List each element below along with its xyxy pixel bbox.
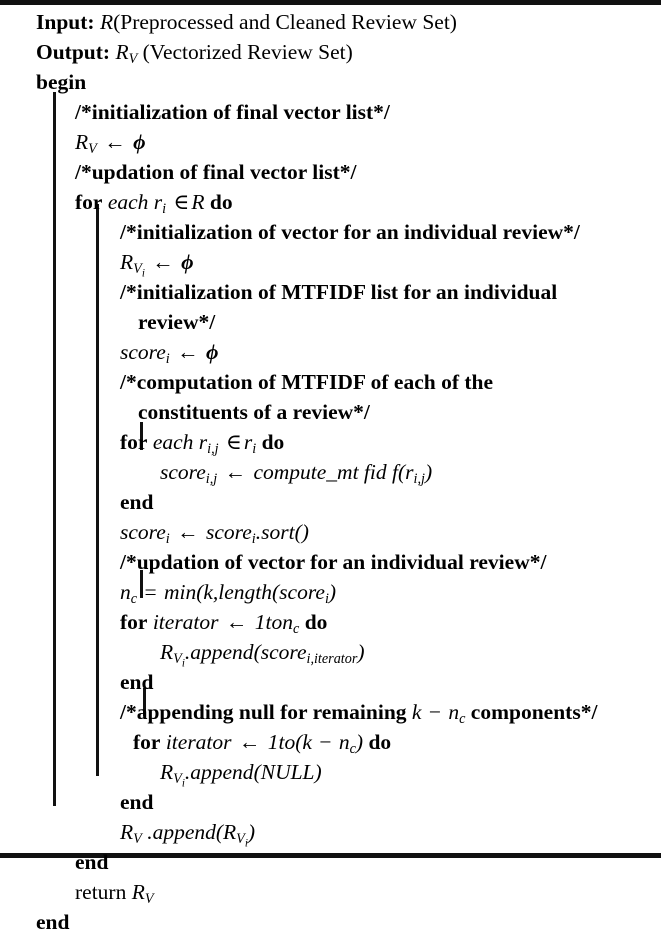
comment-text-part2: components*/ — [465, 700, 598, 724]
end-keyword: end — [75, 850, 109, 874]
review-symbol: $r_i$ — [243, 430, 257, 457]
score-symbol: score$_i$ — [120, 340, 170, 367]
iterator-symbol: iterator — [152, 610, 219, 634]
statement-compute-nc — [0, 577, 661, 607]
statement-append-rvi-to-rv — [0, 817, 661, 850]
comment-append-null — [0, 697, 661, 727]
comment-text: /*initialization of vector for an individual review*/ — [120, 220, 580, 244]
output-label: Output: — [36, 40, 111, 64]
comment-init-individual-vector — [0, 217, 661, 247]
end-keyword: end — [120, 670, 154, 694]
append-arg: (score$_{i,iterator}$) — [253, 640, 365, 667]
range-end: $n_c$ — [282, 610, 300, 637]
statement-init-rvi — [0, 247, 661, 280]
do-keyword: do — [209, 190, 233, 214]
output-symbol: $R_V$ — [115, 40, 138, 67]
phi-symbol: ϕ — [181, 250, 194, 274]
comment-update-individual-vector — [0, 547, 661, 577]
iterator-symbol: iterator — [165, 730, 232, 754]
for-iterator-nc-header — [0, 607, 661, 637]
comment-text-part1: /*appending null for remaining — [120, 700, 412, 724]
comment-compute-mtfidf-line1 — [0, 367, 661, 397]
range-start: 1 — [267, 730, 279, 754]
statement-append-null — [0, 757, 661, 790]
figure-top-rule — [0, 0, 661, 5]
rvi-symbol: $R_{V_i}$ — [120, 250, 145, 280]
for-iterator-null-header — [0, 727, 661, 757]
comment-init-mtfidf-list-line1 — [0, 277, 661, 307]
statement-compute-mtfidf — [0, 457, 661, 487]
range-end: $(k - n_c)$ — [295, 730, 364, 757]
do-keyword: do — [368, 730, 392, 754]
end-keyword: end — [36, 910, 70, 934]
input-description: (Preprocessed and Cleaned Review Set) — [113, 10, 457, 34]
statement-sort-score — [0, 517, 661, 547]
to-keyword: to — [278, 730, 296, 754]
min-call: min(k,length(score$_i$) — [163, 580, 337, 607]
statement-append-score — [0, 637, 661, 670]
assign-symbol: ← — [224, 460, 247, 484]
do-keyword: do — [261, 430, 285, 454]
end-keyword: end — [120, 790, 154, 814]
begin-keyword: begin — [36, 70, 87, 94]
for-each-token-header — [0, 427, 661, 457]
nc-symbol: $n_c$ — [120, 580, 138, 607]
score-sort-call: score$_i$.sort — [205, 520, 295, 547]
algorithm-output-line — [0, 37, 661, 67]
comment-text: constituents of a review*/ — [138, 400, 370, 424]
for-keyword: for — [120, 610, 148, 634]
append-null-arg: (NULL) — [253, 760, 322, 784]
input-label: Input: — [36, 10, 95, 34]
phi-symbol: ϕ — [205, 340, 219, 364]
rvi-symbol: $R_{V_i}.append$ — [160, 760, 254, 790]
comment-text: /*updation of final vector list*/ — [75, 160, 357, 184]
comment-text: /*updation of vector for an individual review*/ — [120, 550, 547, 574]
comment-text: review*/ — [138, 310, 216, 334]
comment-update-final-vector-list — [0, 157, 661, 187]
end-for-each-review — [0, 847, 661, 877]
assign-symbol: ← — [177, 340, 199, 364]
statement-return — [0, 877, 661, 907]
rvi-symbol: $R_{V_i}.append$ — [160, 640, 254, 670]
comment-init-final-vector-list — [0, 97, 661, 127]
for-each-review-header — [0, 187, 661, 217]
compute-mtfidf-call: compute_mt fid f — [253, 460, 398, 484]
range-start: 1 — [254, 610, 266, 634]
sort-parens: () — [294, 520, 309, 544]
k-minus-nc-symbol: $k - n_c$ — [411, 700, 466, 727]
return-keyword: return — [75, 880, 127, 904]
assign-symbol: ← — [104, 130, 126, 154]
statement-init-score — [0, 337, 661, 367]
rv-symbol: $R_V$ .append — [120, 820, 216, 847]
end-for-each-token — [0, 487, 661, 517]
element-of-symbol: ∈ — [225, 430, 242, 454]
begin-keyword-line — [0, 67, 661, 97]
set-r-symbol: R — [191, 190, 205, 214]
to-keyword: to — [265, 610, 283, 634]
comment-text: /*initialization of MTFIDF list for an individual — [120, 280, 558, 304]
end-for-iterator-nc — [0, 667, 661, 697]
phi-symbol: ϕ — [133, 130, 146, 154]
assign-symbol: ← — [177, 520, 199, 544]
rv-symbol: $R_V$ — [75, 130, 97, 157]
comment-compute-mtfidf-line2 — [0, 397, 661, 427]
output-description: (Vectorized Review Set) — [137, 40, 353, 64]
score-symbol: score$_i$ — [120, 520, 170, 547]
algorithm-body — [0, 7, 661, 937]
for-keyword: for — [133, 730, 161, 754]
assign-symbol: ← — [238, 730, 261, 754]
assign-symbol: ← — [225, 610, 248, 634]
end-keyword: end — [120, 490, 154, 514]
assign-symbol: ← — [152, 250, 174, 274]
each-keyword: each $r_i$ — [107, 190, 167, 217]
score-ij-symbol: score$_{i,j}$ — [160, 460, 218, 487]
rv-symbol: $R_V$ — [131, 880, 154, 907]
comment-init-mtfidf-list-line2 — [0, 307, 661, 337]
equals-symbol: = — [144, 580, 157, 604]
end-for-iterator-null — [0, 787, 661, 817]
element-of-symbol: ∈ — [173, 190, 190, 214]
do-keyword: do — [304, 610, 328, 634]
compute-mtfidf-arg: $(r_{i,j})$ — [397, 460, 433, 487]
input-symbol: R — [99, 10, 114, 34]
for-keyword: for — [75, 190, 103, 214]
comment-text: /*computation of MTFIDF of each of the — [120, 370, 494, 394]
each-keyword: each $r_{i,j}$ — [152, 430, 219, 457]
end-begin-block — [0, 907, 661, 937]
comment-text: /*initialization of final vector list*/ — [75, 100, 390, 124]
statement-init-rv — [0, 127, 661, 157]
for-keyword: for — [120, 430, 148, 454]
append-arg: $(R_{V_i})$ — [215, 820, 256, 850]
algorithm-input-line — [0, 7, 661, 37]
